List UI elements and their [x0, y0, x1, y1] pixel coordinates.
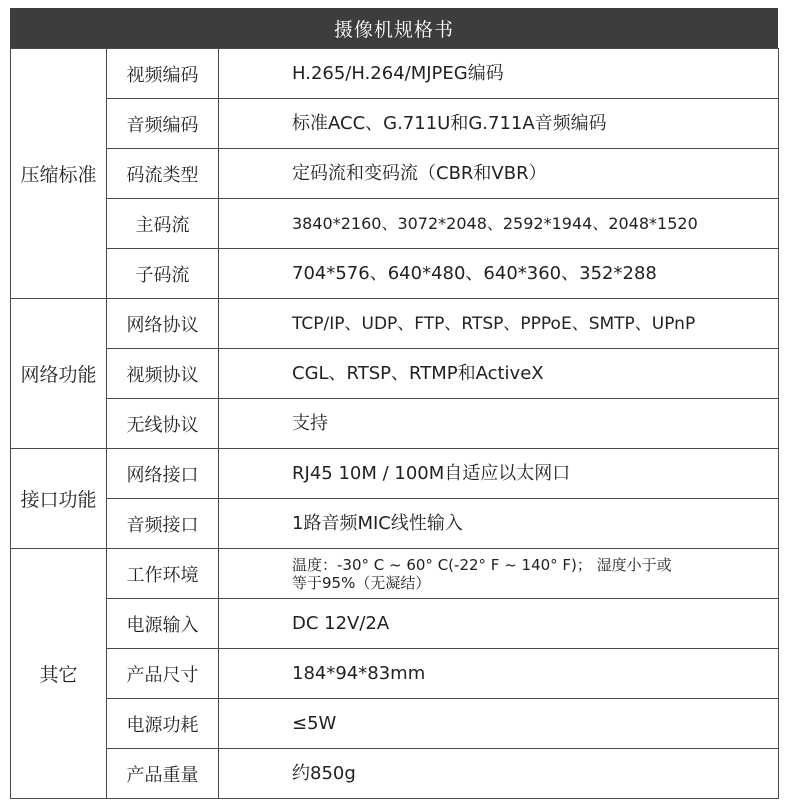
item-label: 视频编码	[107, 49, 219, 99]
item-label: 产品尺寸	[107, 649, 219, 699]
item-value: TCP/IP、UDP、FTP、RTSP、PPPoE、SMTP、UPnP	[219, 299, 779, 349]
value-line: 温度：-30° C ~ 60° C(-22° F ~ 140° F)； 湿度小于或	[292, 555, 672, 574]
item-label: 码流类型	[107, 149, 219, 199]
item-value: 定码流和变码流（CBR和VBR）	[219, 149, 779, 199]
item-label: 网络协议	[107, 299, 219, 349]
item-value: H.265/H.264/MJPEG编码	[219, 49, 779, 99]
table-row	[11, 399, 779, 449]
item-label: 电源功耗	[107, 699, 219, 749]
table-row	[11, 149, 779, 199]
item-value: 支持	[219, 399, 779, 449]
item-value: 704*576、640*480、640*360、352*288	[219, 249, 779, 299]
item-value: 1路音频MIC线性输入	[219, 499, 779, 549]
spec-title: 摄像机规格书	[10, 8, 778, 48]
item-label: 视频协议	[107, 349, 219, 399]
group-interface: 接口功能	[11, 449, 107, 549]
table-row	[11, 249, 779, 299]
table-row	[11, 549, 779, 599]
item-label: 音频编码	[107, 99, 219, 149]
item-label: 工作环境	[107, 549, 219, 599]
table-row	[11, 99, 779, 149]
spec-table	[10, 48, 779, 799]
item-value	[219, 549, 779, 599]
item-label: 产品重量	[107, 749, 219, 799]
item-label: 无线协议	[107, 399, 219, 449]
spec-sheet	[10, 8, 778, 799]
item-value: ≤5W	[219, 699, 779, 749]
table-row	[11, 699, 779, 749]
group-other: 其它	[11, 549, 107, 799]
table-row	[11, 199, 779, 249]
item-value: 标准ACC、G.711U和G.711A音频编码	[219, 99, 779, 149]
item-value: DC 12V/2A	[219, 599, 779, 649]
group-compression: 压缩标准	[11, 49, 107, 299]
item-value: CGL、RTSP、RTMP和ActiveX	[219, 349, 779, 399]
item-label: 主码流	[107, 199, 219, 249]
item-value: 3840*2160、3072*2048、2592*1944、2048*1520	[219, 199, 779, 249]
table-row	[11, 599, 779, 649]
table-row	[11, 499, 779, 549]
table-row	[11, 749, 779, 799]
table-row	[11, 649, 779, 699]
group-network: 网络功能	[11, 299, 107, 449]
item-label: 网络接口	[107, 449, 219, 499]
item-label: 音频接口	[107, 499, 219, 549]
item-value: 约850g	[219, 749, 779, 799]
table-row	[11, 449, 779, 499]
table-row	[11, 349, 779, 399]
item-label: 子码流	[107, 249, 219, 299]
item-value: RJ45 10M / 100M自适应以太网口	[219, 449, 779, 499]
item-value: 184*94*83mm	[219, 649, 779, 699]
table-row	[11, 49, 779, 99]
value-line: 等于95%（无凝结）	[292, 573, 431, 592]
item-label: 电源输入	[107, 599, 219, 649]
table-row	[11, 299, 779, 349]
